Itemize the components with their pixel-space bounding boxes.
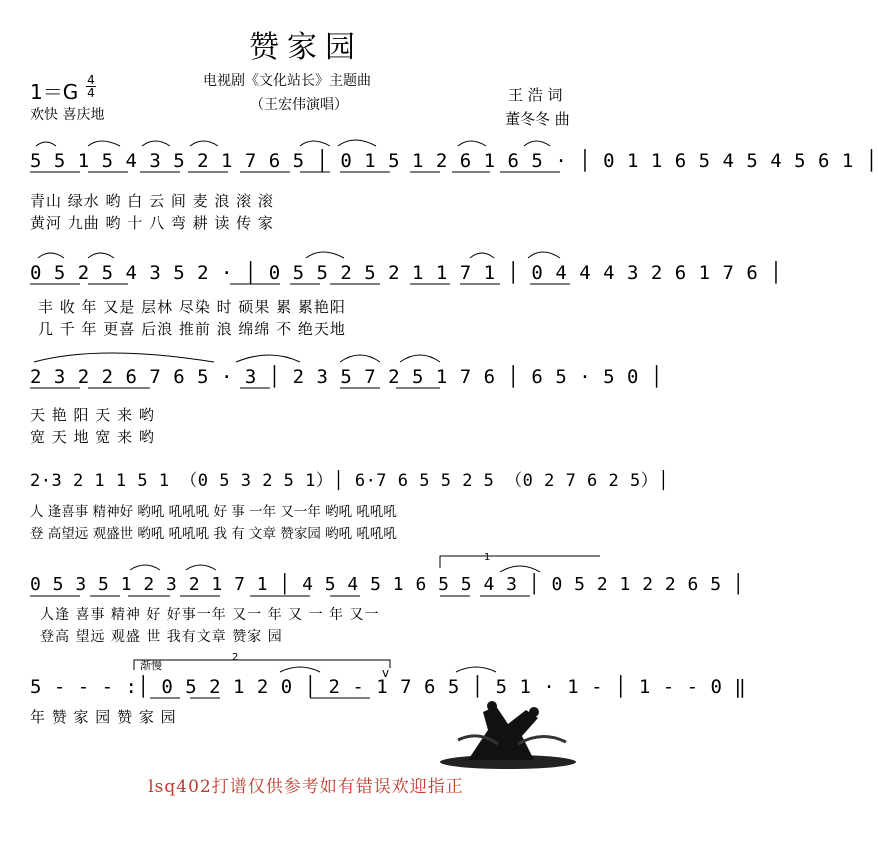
notes-row-4: 2·3 2 1 1 5 1 （0 5 3 2 5 1）│ 6·7 6 5 5 2 5 （0 2 7 6 2 5）│ [30,471,669,491]
volta-1-label: 1 [484,552,491,563]
notes-row-6: 5 - - - :│ 0 5 2 1 2 0 │ 2 - 1 7 6 5 │ 5 1 · 1 - │ 1 - - 0 ‖ [30,676,747,698]
page-title: 赞家园 [249,30,363,65]
notes-row-2: 0 5 2 5 4 3 5 2 · │ 0 5 5 2 5 2 1 1 7 1 │ 0 4 4 4 3 2 6 1 7 6 │ [30,262,783,284]
lyrics-row-2-verse-2: 几 千 年 更喜 后浪 推前 浪 绵绵 不 绝天地 [38,320,346,338]
lyrics-row-4-verse-2: 登 高望远 观盛世 哟吼 吼吼吼 我 有 文章 赞家园 哟吼 吼吼吼 [30,526,397,542]
lyricist: 王 浩 词 [508,86,563,104]
lyrics-row-3-verse-1: 天 艳 阳 天 来 哟 [30,406,155,424]
meter-top: 4 [87,73,95,87]
notes-row-3: 2 3 2 2 6 7 6 5 · 3 │ 2 3 5 7 2 5 1 7 6 │ 6 5 · 5 0 │ [30,366,663,388]
ritardando-mark: 渐慢 [140,659,162,672]
key-signature: 1＝G [30,80,79,104]
composer: 董冬冬 曲 [505,110,570,128]
subtitle: 电视剧《文化站长》主题曲 [203,73,371,89]
footer-note: lsq402打谱仅供参考如有错误欢迎指正 [148,777,464,797]
dancer-illustration-icon [438,700,578,770]
lyrics-row-3-verse-2: 宽 天 地 宽 来 哟 [30,428,155,446]
notes-row-5: 0 5 3 5 1 2 3 2 1 7 1 │ 4 5 4 5 1 6 5 5 4 3 │ 0 5 2 1 2 2 6 5 │ [30,574,745,595]
lyrics-row-1-verse-1: 青山 绿水 哟 白 云 间 麦 浪 滚 滚 [30,192,274,210]
performer: （王宏伟演唱） [250,97,348,113]
notes-row-1: 5 5 1 5 4 3 5 2 1 7 6 5 │ 0 1 5 1 2 6 1 6 5 · │ 0 1 1 6 5 4 5 4 5 6 1 │ [30,150,878,172]
lyrics-row-5-verse-1: 人逢 喜事 精神 好 好事一年 又一 年 又 一 年 又一 [40,607,380,623]
tempo-marking: 欢快 喜庆地 [30,107,105,123]
meter-bottom: 4 [87,86,95,100]
lyrics-row-5-verse-2: 登高 望远 观盛 世 我有文章 赞家 园 [40,629,283,645]
lyrics-row-6-verse-1: 年 赞 家 园 赞 家 园 [30,708,177,726]
lyrics-row-1-verse-2: 黄河 九曲 哟 十 八 弯 耕 读 传 家 [30,214,274,232]
volta-2-label: 2 [232,652,239,663]
lyrics-row-4-verse-1: 人 逢喜事 精神好 哟吼 吼吼吼 好 事 一年 又一年 哟吼 吼吼吼 [30,504,397,520]
lyrics-row-2-verse-1: 丰 收 年 又是 层林 尽染 时 硕果 累 累艳阳 [38,298,346,316]
breath-mark: v [382,666,390,680]
